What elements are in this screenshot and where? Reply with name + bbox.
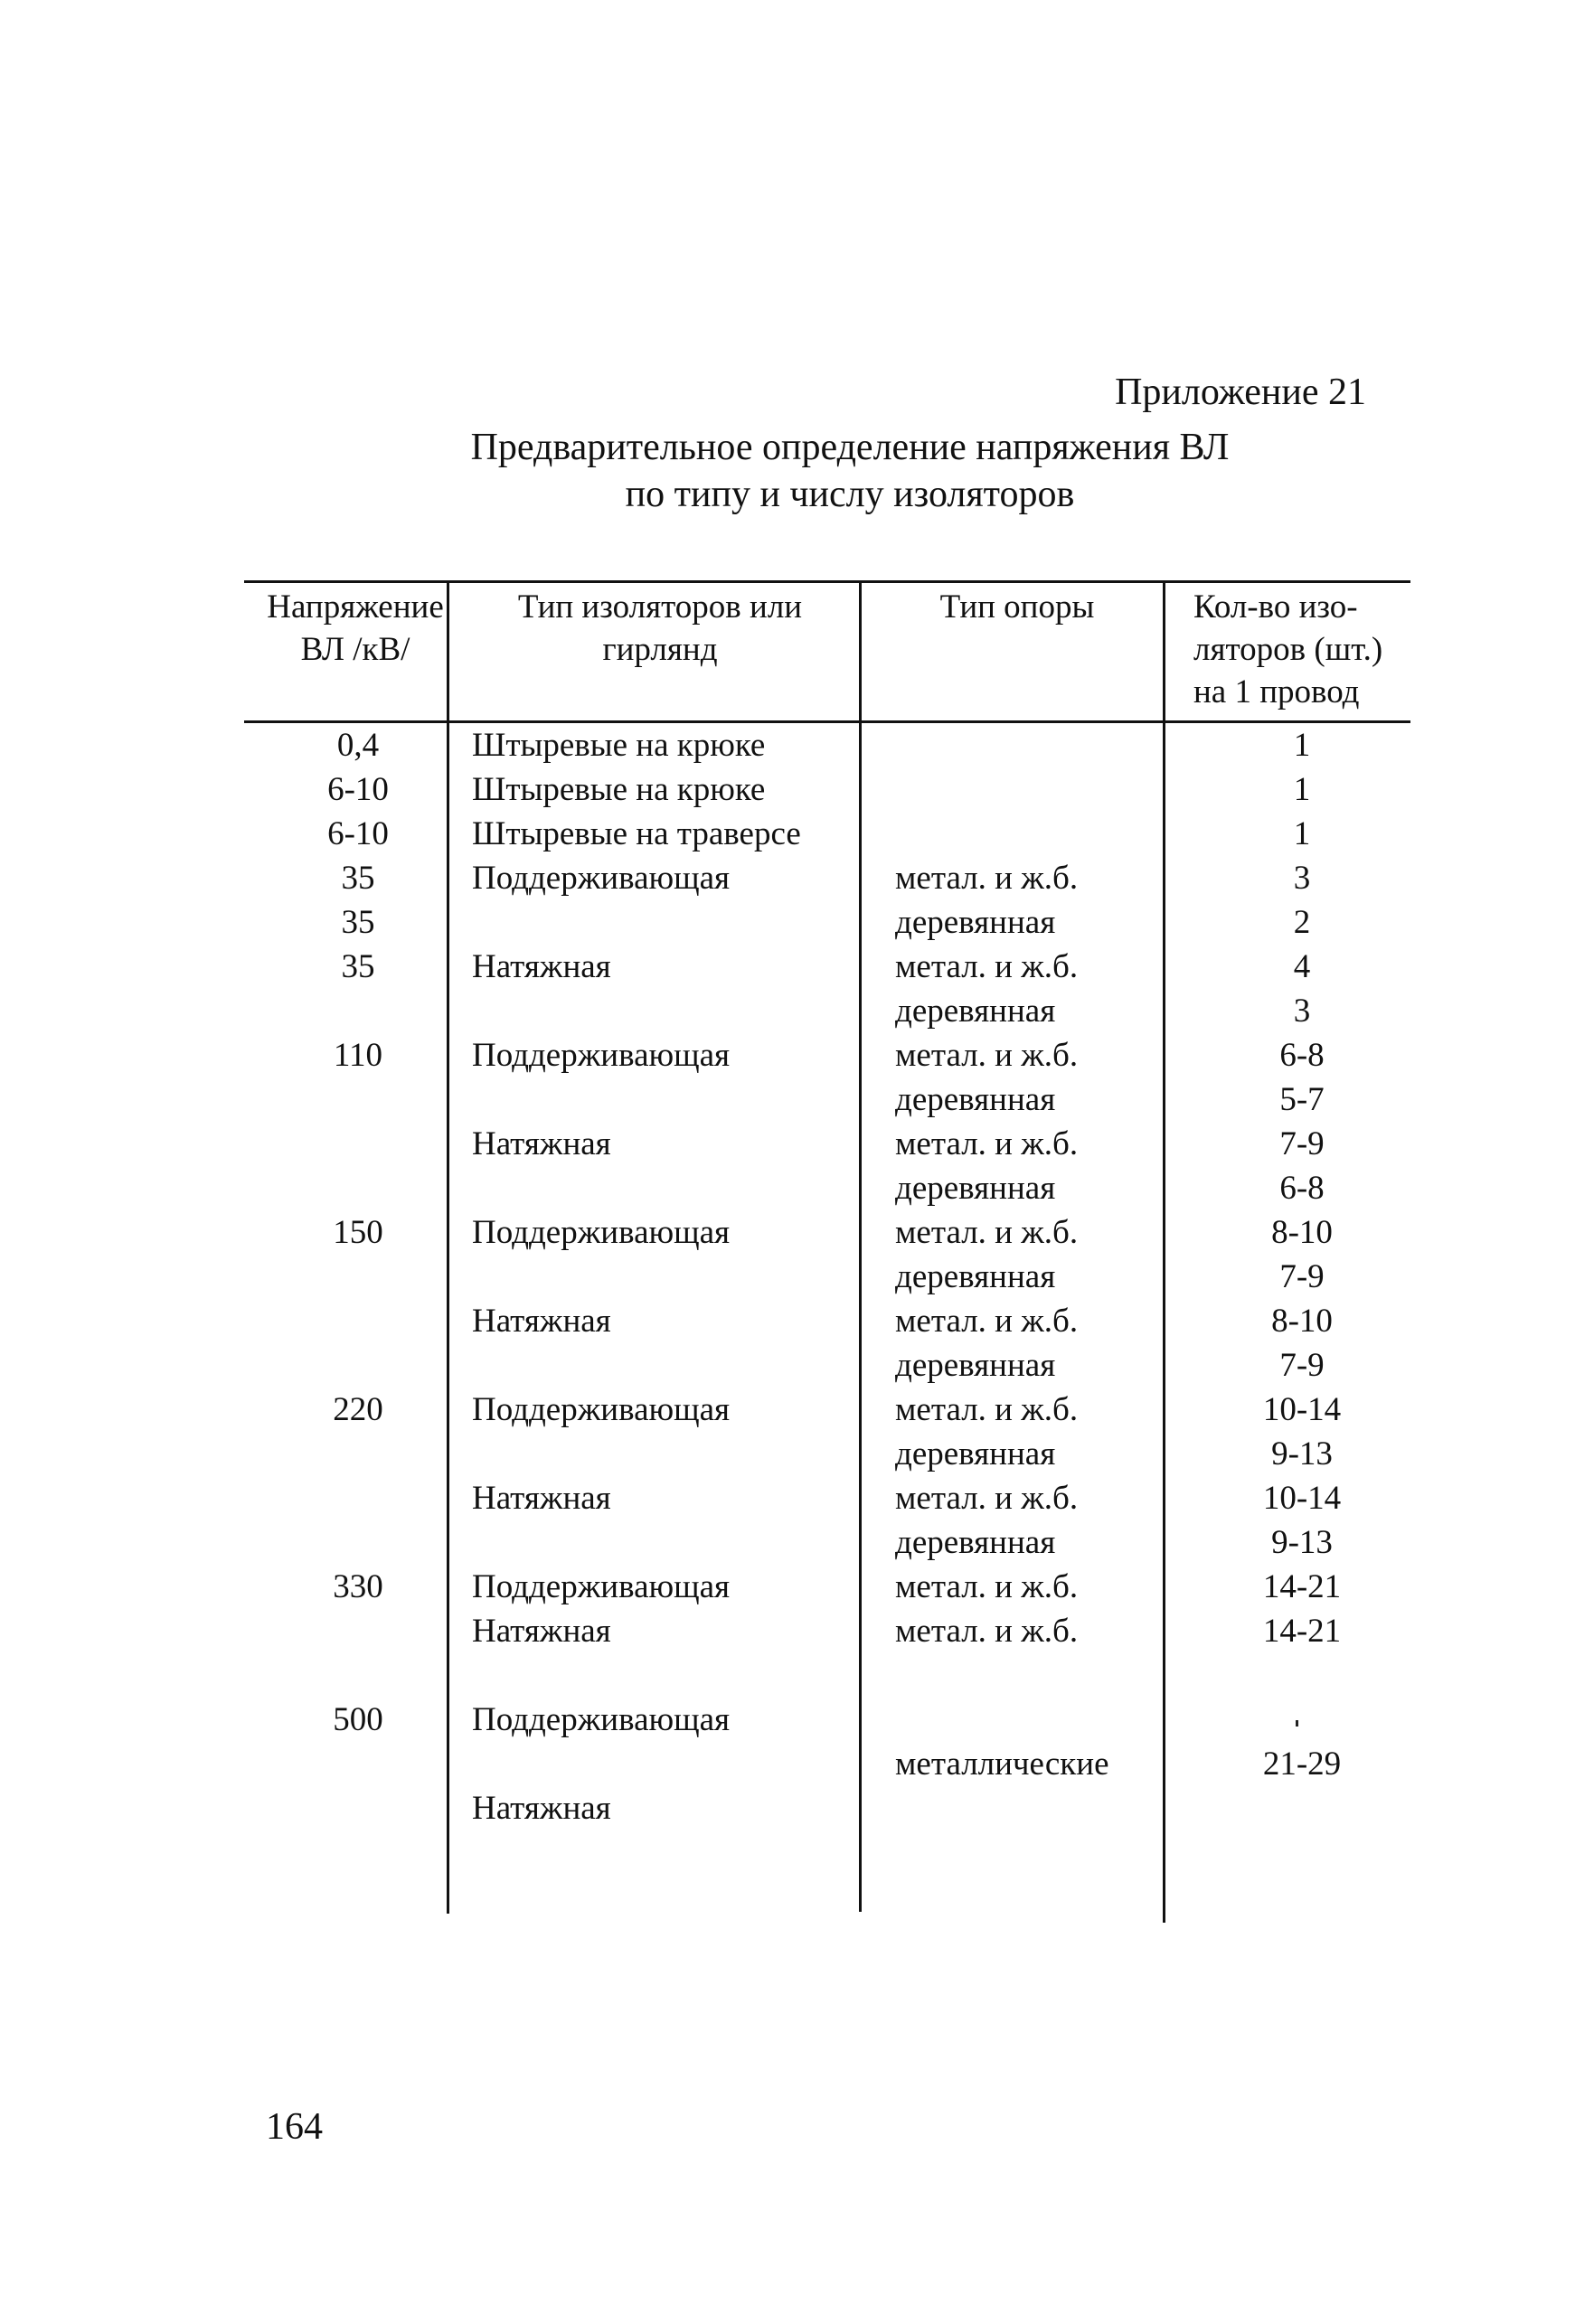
cell-voltage: 6-10 [327,771,389,808]
cell-count: 10-14 [1262,1391,1342,1428]
cell-insulator-type: Штыревые на крюке [472,727,766,764]
column-divider-2 [859,583,862,1912]
cell-support-type: метал. и ж.б. [895,1568,1079,1605]
cell-count: 7-9 [1279,1258,1325,1295]
cell-support-type: деревянная [895,1258,1056,1295]
cell-count: 9-13 [1271,1524,1333,1561]
cell-count: 6-8 [1279,1037,1325,1074]
cell-count: 1 [1293,815,1311,852]
cell-voltage: 220 [333,1391,383,1428]
cell-count: 7-9 [1279,1125,1325,1162]
cell-support-type: деревянная [895,1170,1056,1207]
cell-insulator-type: Натяжная [472,1480,611,1517]
cell-insulator-type: Натяжная [472,1613,611,1650]
table-top-rule [244,580,1410,583]
cell-count: 6-8 [1279,1170,1325,1207]
cell-support-type: метал. и ж.б. [895,948,1079,985]
cell-count: 8-10 [1271,1303,1333,1340]
cell-support-type: металлические [895,1745,1109,1783]
cell-support-type: метал. и ж.б. [895,1613,1079,1650]
cell-voltage: 0,4 [336,727,380,764]
cell-support-type: метал. и ж.б. [895,1214,1079,1251]
appendix-label: Приложение 21 [1115,372,1366,413]
cell-count: 7-9 [1279,1347,1325,1384]
cell-insulator-type: Штыревые на траверсе [472,815,801,852]
cell-support-type: метал. и ж.б. [895,1303,1079,1340]
page-title-line-1: Предварительное определение напряжения ВЛ [470,427,1230,468]
cell-count: 21-29 [1262,1745,1342,1783]
cell-support-type: метал. и ж.б. [895,1125,1079,1162]
cell-insulator-type: Натяжная [472,948,611,985]
cell-count: 2 [1293,904,1311,941]
header-voltage: Напряжение ВЛ /кВ/ [267,588,444,668]
cell-voltage: 6-10 [327,815,389,852]
cell-support-type: метал. и ж.б. [895,1480,1079,1517]
cell-insulator-type: Натяжная [472,1125,611,1162]
cell-support-type: метал. и ж.б. [895,1037,1079,1074]
cell-insulator-type: Натяжная [472,1790,611,1827]
cell-insulator-type: Поддерживающая [472,1037,731,1074]
cell-voltage: 500 [333,1701,383,1738]
cell-count: 3 [1293,993,1311,1030]
cell-count: 1 [1293,727,1311,764]
cell-count: 14-21 [1262,1568,1342,1605]
page-title-line-2: по типу и числу изоляторов [625,474,1075,515]
cell-support-type: метал. и ж.б. [895,1391,1079,1428]
cell-support-type: деревянная [895,1524,1056,1561]
cell-insulator-type: Поддерживающая [472,1391,731,1428]
cell-count: 1 [1293,771,1311,808]
cell-voltage: 35 [341,860,375,897]
cell-insulator-type: Натяжная [472,1303,611,1340]
cell-support-type: деревянная [895,1081,1056,1118]
cell-count: 10-14 [1262,1480,1342,1517]
cell-voltage: 110 [333,1037,383,1074]
cell-insulator-type: Поддерживающая [472,860,731,897]
header-support-type: Тип опоры [939,588,1095,626]
cell-support-type: деревянная [895,1435,1056,1472]
cell-support-type: метал. и ж.б. [895,860,1079,897]
cell-insulator-type: Штыревые на крюке [472,771,766,808]
column-divider-3 [1163,583,1165,1923]
cell-support-type: деревянная [895,904,1056,941]
scan-speck [1296,1720,1298,1727]
cell-count: 14-21 [1262,1613,1342,1650]
cell-voltage: 330 [333,1568,383,1605]
cell-support-type: деревянная [895,993,1056,1030]
cell-voltage: 35 [341,904,375,941]
page-number: 164 [266,2106,323,2148]
cell-count: 3 [1293,860,1311,897]
cell-count: 9-13 [1271,1435,1333,1472]
cell-voltage: 35 [341,948,375,985]
cell-count: 8-10 [1271,1214,1333,1251]
cell-count: 4 [1293,948,1311,985]
cell-support-type: деревянная [895,1347,1056,1384]
cell-voltage: 150 [333,1214,383,1251]
cell-insulator-type: Поддерживающая [472,1214,731,1251]
cell-count: 5-7 [1279,1081,1325,1118]
header-count: Кол-во изо- ляторов (шт.) на 1 провод [1193,588,1383,710]
cell-insulator-type: Поддерживающая [472,1568,731,1605]
header-insulator-type: Тип изоляторов или гирлянд [517,588,803,668]
cell-insulator-type: Поддерживающая [472,1701,731,1738]
